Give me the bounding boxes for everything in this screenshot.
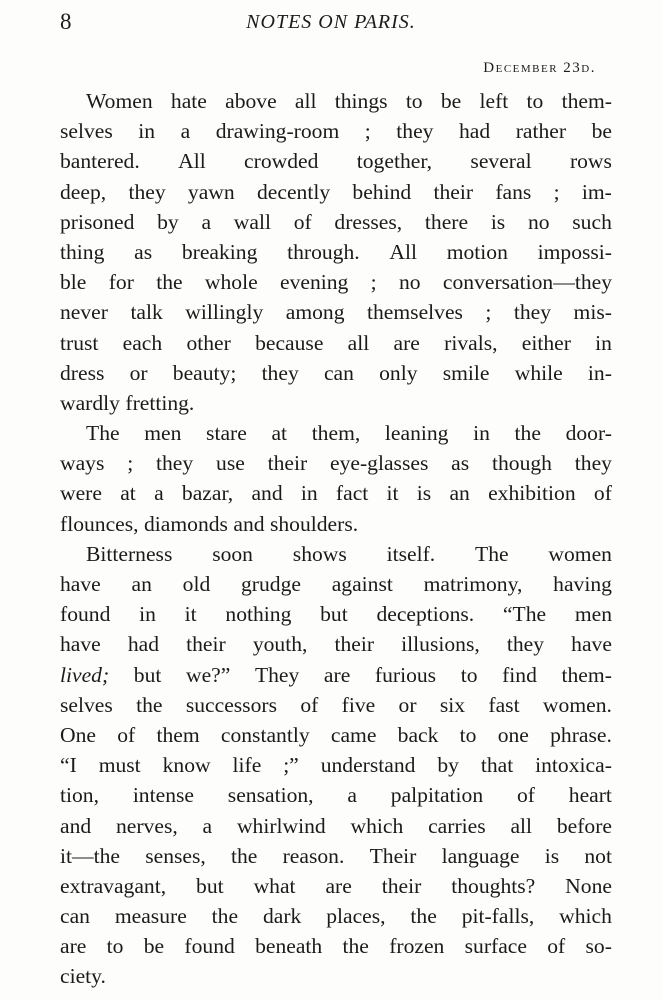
word: frozen bbox=[389, 934, 445, 959]
word: though bbox=[491, 451, 552, 476]
word: the bbox=[211, 904, 239, 929]
word: deceptions. bbox=[376, 602, 475, 627]
word: beneath bbox=[255, 934, 323, 959]
word: the bbox=[514, 421, 541, 446]
word: One bbox=[60, 722, 96, 747]
word: know bbox=[162, 753, 211, 778]
word: back bbox=[397, 722, 439, 747]
word: nerves, bbox=[115, 813, 178, 838]
word: wardly bbox=[60, 390, 120, 415]
word: drawing-room bbox=[215, 119, 340, 144]
word: life bbox=[232, 753, 262, 778]
word: The bbox=[475, 541, 509, 566]
body-text bbox=[60, 86, 612, 992]
word: a bbox=[201, 209, 212, 234]
word: extravagant, bbox=[60, 873, 167, 898]
text-line bbox=[60, 931, 612, 961]
word: they bbox=[574, 451, 612, 476]
word: but bbox=[320, 602, 348, 627]
word: ciety. bbox=[60, 964, 106, 989]
word: soon bbox=[212, 541, 253, 566]
word: bantered. bbox=[60, 149, 140, 174]
word: because bbox=[255, 330, 324, 355]
word: use bbox=[216, 451, 245, 476]
page-number: 8 bbox=[60, 9, 72, 34]
word: selves bbox=[60, 119, 113, 144]
word: of bbox=[547, 934, 566, 959]
text-line bbox=[60, 539, 612, 569]
text-line bbox=[60, 328, 612, 358]
text-line bbox=[60, 961, 612, 991]
word: whole bbox=[204, 270, 258, 295]
text-line bbox=[60, 237, 612, 267]
word: hate bbox=[170, 89, 207, 113]
word: furious bbox=[374, 662, 437, 687]
dateline: December 23d. bbox=[483, 60, 596, 76]
word: either bbox=[521, 330, 571, 355]
text-line bbox=[60, 297, 612, 327]
word: palpitation bbox=[390, 783, 484, 808]
word: be bbox=[591, 119, 612, 144]
text-line bbox=[60, 901, 612, 931]
text-line bbox=[60, 388, 612, 418]
word: they bbox=[513, 300, 552, 325]
word: the bbox=[410, 904, 437, 929]
word: successors bbox=[185, 692, 277, 717]
word: diamonds bbox=[143, 511, 228, 536]
word: several bbox=[470, 149, 532, 174]
word: exhibition bbox=[488, 481, 576, 506]
word: among bbox=[285, 300, 345, 325]
word: what bbox=[253, 873, 296, 898]
word: to bbox=[526, 89, 544, 113]
word: beauty; bbox=[172, 360, 237, 385]
word: Bitterness bbox=[86, 541, 173, 566]
word: for bbox=[108, 270, 134, 295]
word: women bbox=[548, 541, 612, 566]
word: decently bbox=[256, 179, 331, 204]
word: a bbox=[202, 813, 213, 838]
word: have bbox=[60, 572, 101, 596]
word: wall bbox=[233, 209, 271, 234]
text-line bbox=[60, 448, 612, 478]
word: had bbox=[459, 119, 491, 144]
word: motion bbox=[446, 239, 508, 264]
word: ; bbox=[127, 451, 134, 476]
word: rows bbox=[569, 149, 612, 174]
word: “The bbox=[502, 602, 547, 627]
word: eye-glasses bbox=[330, 451, 429, 476]
word: were bbox=[60, 481, 102, 506]
word: are bbox=[393, 330, 420, 355]
word: grudge bbox=[241, 572, 301, 596]
word: before bbox=[556, 813, 612, 838]
word: fretting. bbox=[125, 390, 195, 415]
word: as bbox=[134, 239, 153, 264]
word: leaning bbox=[384, 421, 449, 446]
word: deep, bbox=[60, 179, 107, 204]
word: shoulders. bbox=[269, 511, 359, 536]
word: evening bbox=[280, 270, 349, 295]
word: prisoned bbox=[60, 209, 135, 234]
word: bazar, bbox=[181, 481, 234, 506]
word: are bbox=[323, 662, 351, 687]
word: They bbox=[254, 662, 300, 687]
word: illusions, bbox=[401, 632, 480, 657]
word: whirlwind bbox=[236, 813, 326, 838]
word: of bbox=[117, 722, 136, 747]
word: are bbox=[60, 934, 87, 959]
word: themselves bbox=[367, 300, 463, 325]
word: behind bbox=[352, 179, 412, 204]
word: can bbox=[323, 360, 354, 385]
word: no bbox=[398, 270, 421, 295]
word: they bbox=[396, 119, 434, 144]
word: it—the bbox=[60, 843, 120, 868]
word: be bbox=[440, 89, 462, 113]
word: of bbox=[293, 209, 312, 234]
text-line bbox=[60, 358, 612, 388]
word: them, bbox=[311, 421, 361, 446]
word: so- bbox=[585, 934, 612, 959]
word: or bbox=[129, 360, 148, 385]
word: which bbox=[559, 904, 612, 929]
word: not bbox=[584, 843, 612, 868]
word: all bbox=[510, 813, 533, 838]
running-head: NOTES ON PARIS. bbox=[246, 11, 416, 33]
text-line bbox=[60, 599, 612, 629]
word: itself. bbox=[386, 541, 436, 566]
word: breaking bbox=[181, 239, 258, 264]
word: impossi- bbox=[537, 239, 612, 264]
word: six bbox=[439, 692, 466, 717]
word: men bbox=[144, 421, 182, 446]
word: Their bbox=[369, 843, 417, 868]
word: or bbox=[398, 692, 417, 717]
word: them bbox=[156, 722, 200, 747]
word: never bbox=[60, 300, 108, 325]
word: through. bbox=[287, 239, 360, 264]
word: together, bbox=[356, 149, 433, 174]
word: as bbox=[451, 451, 470, 476]
word: is bbox=[416, 481, 432, 506]
text-line bbox=[60, 811, 612, 841]
word: in bbox=[139, 602, 156, 627]
text-line bbox=[60, 116, 612, 146]
word: an bbox=[131, 572, 152, 596]
word: ble bbox=[60, 270, 87, 295]
word: all bbox=[294, 89, 317, 113]
word: it bbox=[184, 602, 197, 627]
word: nothing bbox=[225, 602, 292, 627]
text-line bbox=[60, 86, 612, 116]
text-line bbox=[60, 267, 612, 297]
text-line bbox=[60, 207, 612, 237]
word: tion, bbox=[60, 783, 99, 808]
word: be bbox=[143, 934, 165, 959]
word: found bbox=[184, 934, 235, 959]
word: must bbox=[98, 753, 141, 778]
word: in bbox=[473, 421, 490, 446]
word: Women bbox=[86, 89, 153, 113]
word: things bbox=[334, 89, 388, 113]
word: constantly bbox=[220, 722, 310, 747]
word: they bbox=[128, 179, 166, 204]
word: ;” bbox=[283, 753, 299, 778]
word: are bbox=[325, 873, 352, 898]
word: lived; bbox=[60, 662, 110, 687]
word: no bbox=[527, 209, 550, 234]
text-line bbox=[60, 146, 612, 176]
word: they bbox=[506, 632, 545, 657]
word: surface bbox=[464, 934, 527, 959]
word: to bbox=[459, 722, 477, 747]
word: in bbox=[138, 119, 156, 144]
word: we?” bbox=[185, 662, 231, 687]
word: they bbox=[261, 360, 299, 385]
word: one bbox=[497, 722, 529, 747]
word: at bbox=[271, 421, 288, 446]
word: all bbox=[347, 330, 370, 355]
word: their bbox=[433, 179, 474, 204]
word: it bbox=[386, 481, 399, 506]
word: by bbox=[157, 209, 179, 234]
word: mis- bbox=[573, 300, 612, 325]
word: language bbox=[441, 843, 520, 868]
text-line bbox=[60, 720, 612, 750]
word: ; bbox=[370, 270, 377, 295]
word: im- bbox=[581, 179, 612, 204]
word: their bbox=[381, 873, 422, 898]
word: All bbox=[178, 149, 206, 174]
word: trust bbox=[60, 330, 99, 355]
word: shows bbox=[292, 541, 347, 566]
word: The bbox=[86, 421, 120, 446]
word: had bbox=[127, 632, 160, 657]
word: the bbox=[231, 843, 258, 868]
word: the bbox=[136, 692, 163, 717]
word: smile bbox=[442, 360, 490, 385]
word: fast bbox=[488, 692, 520, 717]
word: only bbox=[379, 360, 418, 385]
word: talk bbox=[130, 300, 163, 325]
word: but bbox=[196, 873, 224, 898]
word: and bbox=[251, 481, 283, 506]
word: their bbox=[334, 632, 375, 657]
text-line bbox=[60, 690, 612, 720]
word: rivals, bbox=[444, 330, 498, 355]
word: other bbox=[186, 330, 231, 355]
text-line bbox=[60, 629, 612, 659]
word: came bbox=[330, 722, 377, 747]
word: conversation—they bbox=[442, 270, 612, 295]
word: of bbox=[516, 783, 535, 808]
word: stare bbox=[206, 421, 247, 446]
word: above bbox=[225, 89, 277, 113]
word: and bbox=[233, 511, 265, 536]
word: five bbox=[341, 692, 376, 717]
word: reason. bbox=[282, 843, 345, 868]
word: intense bbox=[132, 783, 194, 808]
word: willingly bbox=[185, 300, 264, 325]
word: understand bbox=[320, 753, 416, 778]
text-line bbox=[60, 780, 612, 810]
word: women. bbox=[542, 692, 612, 717]
word: there bbox=[424, 209, 469, 234]
word: and bbox=[60, 813, 92, 838]
word: ways bbox=[60, 451, 105, 476]
word: to bbox=[460, 662, 478, 687]
word: have bbox=[60, 632, 101, 657]
word: left bbox=[479, 89, 509, 113]
word: them- bbox=[561, 89, 612, 113]
word: door- bbox=[565, 421, 612, 446]
word: sensation, bbox=[227, 783, 314, 808]
word: old bbox=[182, 572, 211, 596]
text-line bbox=[60, 660, 612, 690]
word: dress bbox=[60, 360, 105, 385]
word: of bbox=[593, 481, 612, 506]
word: intoxica- bbox=[535, 753, 612, 778]
word: them- bbox=[561, 662, 612, 687]
word: phrase. bbox=[550, 722, 612, 747]
text-line bbox=[60, 569, 612, 599]
word: to bbox=[106, 934, 124, 959]
text-line bbox=[60, 478, 612, 508]
word: yawn bbox=[187, 179, 235, 204]
text-line bbox=[60, 750, 612, 780]
text-line bbox=[60, 177, 612, 207]
word: having bbox=[553, 572, 612, 596]
word: find bbox=[502, 662, 537, 687]
word: a bbox=[154, 481, 164, 506]
word: youth, bbox=[252, 632, 308, 657]
word: a bbox=[180, 119, 191, 144]
word: in- bbox=[587, 360, 612, 385]
word: All bbox=[389, 239, 417, 264]
word: ; bbox=[485, 300, 492, 325]
word: places, bbox=[326, 904, 386, 929]
word: an bbox=[449, 481, 470, 506]
word: that bbox=[480, 753, 514, 778]
word: heart bbox=[568, 783, 612, 808]
word: a bbox=[347, 783, 357, 808]
word: which bbox=[350, 813, 404, 838]
word: but bbox=[133, 662, 162, 687]
word: fans bbox=[495, 179, 532, 204]
text-line bbox=[60, 871, 612, 901]
word: crowded bbox=[244, 149, 319, 174]
word: such bbox=[572, 209, 612, 234]
text-line bbox=[60, 841, 612, 871]
word: is bbox=[490, 209, 506, 234]
word: against bbox=[331, 572, 393, 596]
text-line bbox=[60, 418, 612, 448]
word: the bbox=[156, 270, 183, 295]
word: thing bbox=[60, 239, 105, 264]
word: measure bbox=[114, 904, 187, 929]
word: selves bbox=[60, 692, 113, 717]
word: None bbox=[565, 873, 612, 898]
word: men bbox=[574, 602, 612, 627]
word: have bbox=[571, 632, 612, 657]
word: while bbox=[514, 360, 563, 385]
word: at bbox=[120, 481, 136, 506]
word: their bbox=[267, 451, 308, 476]
word: in bbox=[300, 481, 318, 506]
word: “I bbox=[60, 753, 77, 778]
word: is bbox=[544, 843, 560, 868]
text-line bbox=[60, 509, 612, 539]
word: rather bbox=[515, 119, 567, 144]
word: found bbox=[60, 602, 111, 627]
word: each bbox=[122, 330, 163, 355]
word: ; bbox=[553, 179, 560, 204]
word: carries bbox=[428, 813, 486, 838]
word: thoughts? bbox=[451, 873, 536, 898]
word: pit-falls, bbox=[461, 904, 535, 929]
word: ; bbox=[364, 119, 371, 144]
word: fact bbox=[335, 481, 369, 506]
word: senses, bbox=[145, 843, 206, 868]
word: flounces, bbox=[60, 511, 139, 536]
word: of bbox=[300, 692, 319, 717]
word: their bbox=[186, 632, 226, 657]
word: dresses, bbox=[334, 209, 403, 234]
word: dark bbox=[262, 904, 302, 929]
word: the bbox=[342, 934, 369, 959]
word: they bbox=[156, 451, 194, 476]
word: to bbox=[405, 89, 423, 113]
word: can bbox=[60, 904, 90, 929]
word: by bbox=[437, 753, 459, 778]
word: matrimony, bbox=[423, 572, 523, 596]
word: in bbox=[595, 330, 612, 355]
